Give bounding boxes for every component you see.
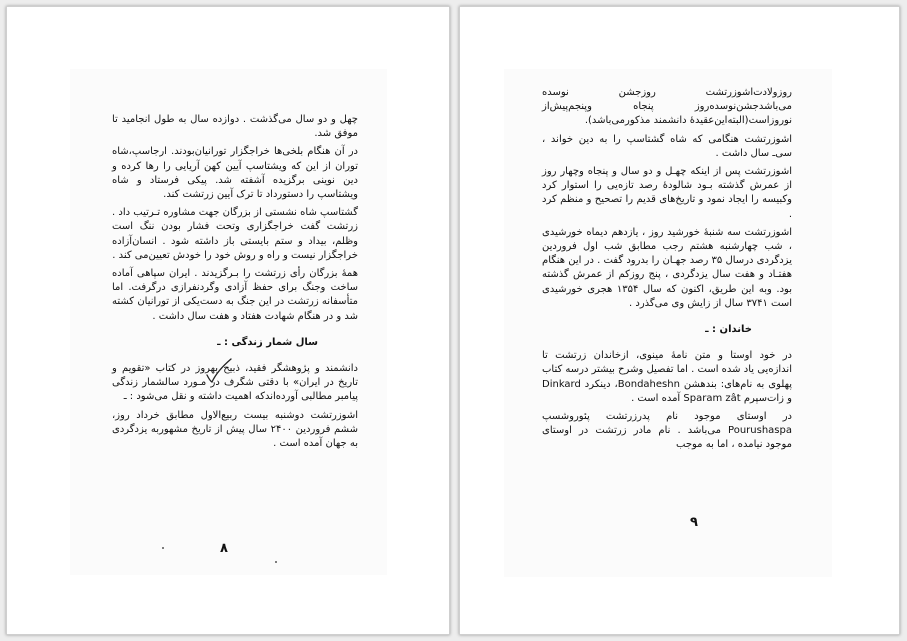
right-page-text <box>542 86 792 457</box>
right-paragraph-5: در خود اوستا و متن نامهٔ مینوی، ازخاندان زرتشت تا اندازه‌یی یاد شده است . اما تفصیل وشرح بیشتر درسه کتاب پهلوی به نام‌های: بندهشن Bondaheshn، دینکرد Dinkard و زات‌سپرم Sparam zât آمده است . <box>542 350 792 404</box>
left-scan-area <box>70 69 387 575</box>
left-paragraph-5: دانشمند و پژوهشگر فقید، ذبیح بهروز در کتاب «تقویم و تاریخ در ایران» با دقتی شگرف در مـورد سالشمار زندگی پیامبر مطالبی آورده‌اندکه اهمیت داشته و نقل می‌شود : ـ <box>112 363 358 403</box>
right-paragraph-2: اشوزرتشت هنگامی که شاه گشتاسپ را به دین خواند ، سی‌ـ سال داشت . <box>542 133 792 159</box>
right-paragraph-3: اشوزرتشت پس از اینکه چهـل و دو سال و پنجاه وچهار روز از عمرش گذشته بـود شالودهٔ رصد تازه‌یی را استوار کرد وکبیسه را ایجاد نمود و تاریخ‌های قدیم را تصحیح و منظم کرد . <box>542 166 792 220</box>
scan-speck <box>162 547 164 549</box>
left-page-text <box>112 113 358 455</box>
right-section-heading: خاندان : ـ <box>705 324 752 336</box>
left-paragraph-1: چهل و دو سال می‌گذشت . دوازده سال به طول انجامید تا موفق شد. <box>112 114 358 140</box>
left-paragraph-2: در آن هنگام بلخی‌ها خراجگزار تورانیان‌بودند. ارجاسپ،شاه توران از این که ویشتاسپ آیین کهن آریایی را رها کرده و دین نوینی برگزیده آشفته شد. پیکی فرستاد و شاه ویشتاسپ را دستورداد تا ترک آیین زرتشت کند. <box>112 146 358 201</box>
left-paragraph-4: همهٔ بزرگان رأی زرتشت را بـرگزیدند . ایران سپاهی آماده ساخت وجنگ برای حفظ آزادی وگردنفرازی درگرفت. اما متأسفانه زرتشت در این جنگ به دست‌یکی از تورانیان کشته شد و در هنگام شهادت هفتاد و هفت سال داشت . <box>112 268 358 322</box>
right-paragraph-1: روزولادت‌اشوزرتشت روزجشن نوسده می‌باشدجشن‌نوسده‌روز پنجاه وپنجم‌پیش‌از نوروزاست(البته‌این‌عقیدهٔ دانشمند مذکورمی‌باشد). <box>542 87 792 127</box>
left-section-heading: سال شمار زندگی : ـ <box>217 336 318 348</box>
right-scan-area <box>504 69 832 577</box>
scan-speck <box>275 561 277 563</box>
left-paragraph-6: اشوزرتشت دوشنبه بیست ربیع‌الاول مطابق خرداد روز، ششم فروردین ۲۴۰۰ سال پیش از تاریخ مشهوربه یزدگردی به جهان آمده است . <box>112 409 358 450</box>
left-page-number: ۸ <box>220 541 228 556</box>
left-page <box>6 6 450 635</box>
right-page <box>459 6 900 635</box>
left-paragraph-3: گشتاسپ شاه نشستی از بزرگان جهت مشاوره تـرتیب داد . زرتشت گفت خراجگزاری وتحت فشار بودن ننگ است وظلم، بیداد و ستم بایستی باز داشته شود . انسان‌آزاده خراجگزار نیست و راه و روش خود را خودش تعیین‌می کند . <box>112 207 358 261</box>
right-page-number: ۹ <box>690 515 698 530</box>
right-paragraph-4: اشوزرتشت سه شنبهٔ خورشید روز ، یازدهم دیماه خورشیدی ، شب چهارشنبه هشتم رجب مطابق شب اول فروردین یزدگردی درسال ۳۵ رصد جهـان را بدرود گفت . در این هنگام هفتـاد و هفت سال یزدگردی ، پنج روزکم از عمرش گذشته بود. وبه این طریق، اکنون که سال ۱۳۵۴ هجری خورشیدی است ۳۷۴۱ سال از زایش وی می‌گذرد . <box>542 226 792 309</box>
right-paragraph-6: در اوستای موجود نام پدرزرتشت پئوروشسپ Pourushaspa می‌باشد . نام مادر زرتشت در اوستای موجود نیامده ، اما به موجب <box>542 411 792 451</box>
handwritten-checkmark-icon <box>205 357 233 383</box>
